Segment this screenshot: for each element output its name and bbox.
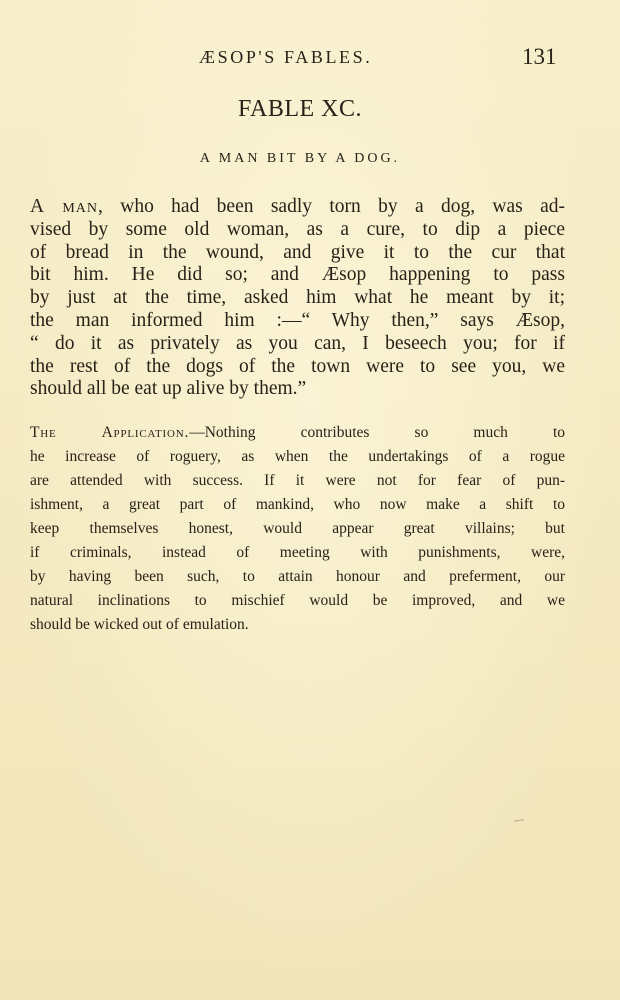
story-line: the rest of the dogs of the town were to see you, we — [30, 355, 565, 377]
story-line: bit him. He did so; and Æsop happening to pass — [30, 264, 565, 286]
application-moral — [30, 421, 565, 637]
story-opening-words: A man — [30, 196, 99, 217]
story-line: vised by some old woman, as a cure, to dip a piece — [30, 218, 565, 240]
application-line: if criminals, instead of meeting with punishments, were, — [30, 544, 565, 561]
running-head-title: ÆSOP'S FABLES. — [199, 47, 373, 67]
story-line: should all be eat up alive by them.” — [30, 378, 307, 400]
application-line-text: —Nothing contributes so much to — [189, 424, 566, 441]
story-line: “ do it as privately as you can, I beseech you; for if — [30, 332, 565, 354]
application-line: ishment, a great part of mankind, who now make a shift to — [30, 496, 565, 513]
fable-story — [30, 196, 565, 401]
page-number: 131 — [522, 44, 557, 69]
application-label: The Application. — [30, 424, 190, 441]
paper-speck — [514, 819, 524, 821]
story-line — [30, 196, 565, 219]
story-line: the man informed him :—“ Why then,” says Æsop, — [30, 309, 565, 331]
story-line: by just at the time, asked him what he meant by it; — [30, 287, 565, 309]
application-line: should be wicked out of emulation. — [30, 616, 249, 633]
story-line-text: , who had been sadly torn by a dog, was ad- — [98, 196, 565, 217]
application-line: keep themselves honest, would appear great villains; but — [30, 520, 565, 537]
application-line — [30, 421, 565, 445]
story-line: of bread in the wound, and give it to the cur that — [30, 241, 565, 263]
application-line: by having been such, to attain honour and preferment, our — [30, 568, 565, 585]
fable-title: A MAN BIT BY A DOG. — [199, 151, 401, 166]
application-line: natural inclinations to mischief would be improved, and we — [30, 592, 565, 609]
application-line: are attended with success. If it were not for fear of pun- — [30, 472, 565, 489]
fable-number: FABLE XC. — [237, 96, 363, 122]
application-line: he increase of roguery, as when the undertakings of a rogue — [30, 448, 565, 465]
running-head — [0, 44, 620, 75]
